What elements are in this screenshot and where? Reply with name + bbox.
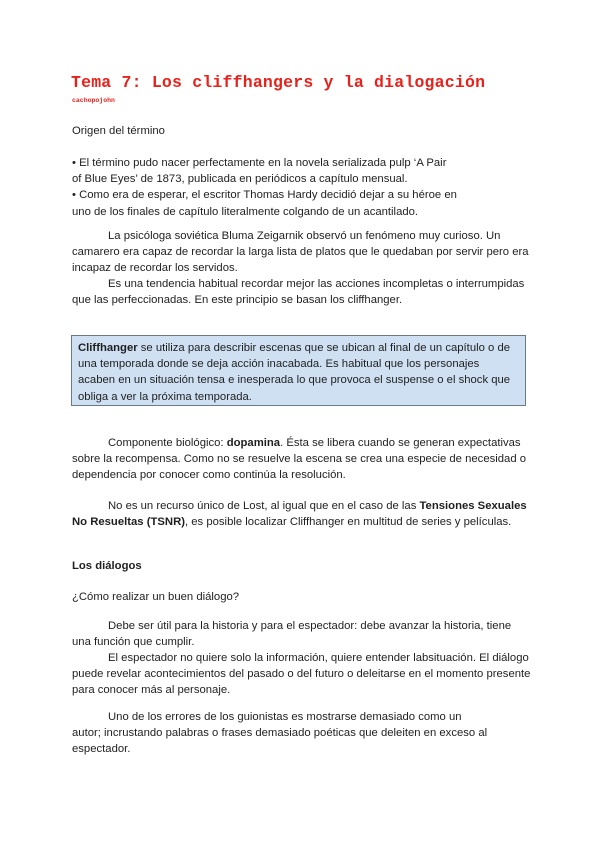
cliffhanger-definition-box bbox=[71, 335, 526, 406]
origin-heading: Origen del término bbox=[72, 125, 165, 137]
dialogos-paragraph-2: El espectador no quiere solo la información, quiere entender labsituación. El diálogo puede revelar acontecimientos del pasado o del futuro o deleitarse en el momento presente para conocer más al personaje. bbox=[72, 652, 531, 697]
box-text: se utiliza para describir escenas que se ubican al final de un capítulo o de una temporada donde se deja acción inacabada. Es habitual que los personajes acaben en un situación tensa e inesperada lo que provoca el suspense o el shock que obliga a ver la próxima temporada. bbox=[78, 342, 511, 403]
document-title: Tema 7: Los cliffhangers y la dialogación bbox=[71, 73, 486, 92]
lost-rest: , es posible localizar Cliffhanger en multitud de series y películas. bbox=[185, 516, 512, 529]
errores-line-2: autor; incrustando palabras o frases demasiado poéticas que deleiten en exceso al espectador. bbox=[72, 727, 488, 756]
dialogos-question: ¿Cómo realizar un buen diálogo? bbox=[72, 591, 240, 603]
errores-paragraph bbox=[72, 709, 532, 758]
zeigarnik-paragraph-1: La psicóloga soviética Bluma Zeigarnik observó un fenómeno muy curioso. Un camarero era capaz de recordar la larga lista de platos que le quedaban por servir pero era incapaz de recordar los servidos. bbox=[72, 230, 529, 275]
bio-bold: dopamina bbox=[226, 437, 281, 449]
lost-paragraph bbox=[72, 498, 532, 530]
bullet-2-line-2: uno de los finales de capítulo literalmente colgando de un acantilado. bbox=[72, 205, 419, 218]
lost-prefix: No es un recurso único de Lost, al igual que en el caso de las bbox=[108, 500, 420, 512]
bio-prefix: Componente biológico: bbox=[108, 437, 227, 449]
bullet-list bbox=[72, 155, 532, 220]
bullet-2-line-1: • Como era de esperar, el escritor Thomas Hardy decidió dejar a su héroe en bbox=[72, 189, 457, 202]
biological-component-paragraph bbox=[72, 435, 532, 484]
zeigarnik-paragraph-2: Es una tendencia habitual recordar mejor las acciones incompletas o interrumpidas que las perfeccionadas. En este principio se basan los cliffhanger. bbox=[72, 278, 525, 307]
bio-rest: . Ésta se libera cuando se generan expectativas sobre la recompensa. Como no se resuelve la escena se crea una especie de necesidad o dependencia por conocer como continúa la resolución. bbox=[72, 437, 527, 482]
dialogos-heading: Los diálogos bbox=[72, 560, 142, 572]
errores-line-1: Uno de los errores de los guionistas es mostrarse demasiado como un bbox=[108, 711, 462, 723]
lost-bold: Tensiones Sexuales No Resueltas (TSNR) bbox=[72, 500, 527, 529]
dialogos-paragraph-1: Debe ser útil para la historia y para el espectador: debe avanzar la historia, tiene una función que cumplir. bbox=[72, 620, 512, 649]
author-name: cachopojohn bbox=[72, 97, 115, 104]
box-term: Cliffhanger bbox=[78, 342, 138, 354]
bullet-1-line-1: • El término pudo nacer perfectamente en la novela serializada pulp ‘A Pair bbox=[72, 157, 447, 169]
bullet-1-line-2: of Blue Eyes’ de 1873, publicada en periódicos a capítulo mensual. bbox=[72, 173, 408, 186]
